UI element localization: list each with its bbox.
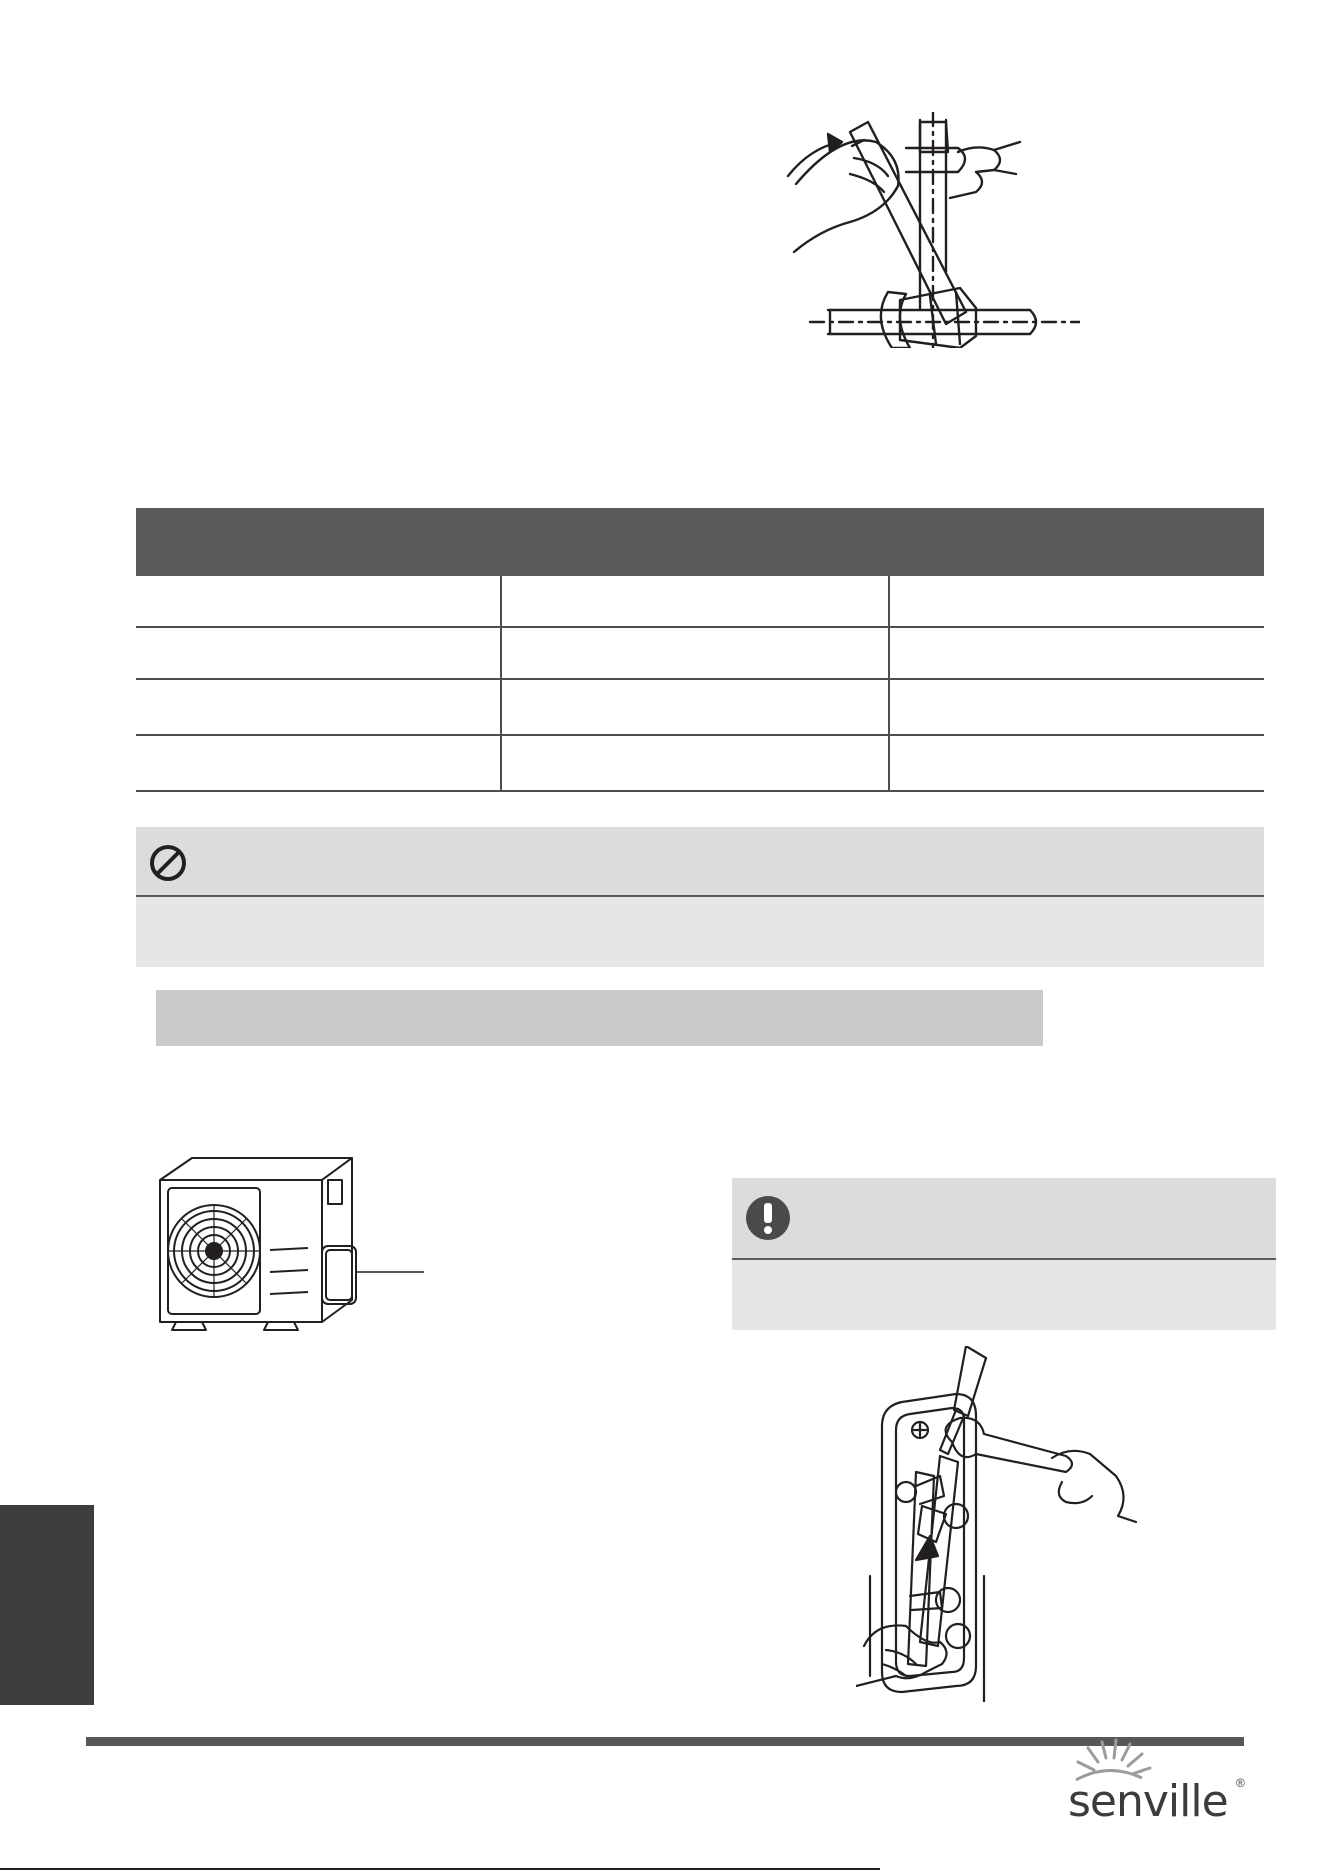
table-row <box>136 680 1264 736</box>
exclamation-icon <box>744 1194 792 1247</box>
table-cell <box>136 680 498 734</box>
prohibition-icon <box>148 843 188 888</box>
table-cell <box>136 576 498 626</box>
table-cell <box>500 680 888 734</box>
table-cell <box>136 736 498 790</box>
registered-mark: ® <box>1236 1776 1245 1790</box>
table-cell <box>888 628 1264 678</box>
table-row <box>136 576 1264 628</box>
table-cell <box>888 736 1264 790</box>
valve-wrench-illustration <box>856 1346 1146 1702</box>
table-cell <box>888 576 1264 626</box>
notice-header <box>732 1178 1276 1260</box>
table-row <box>136 736 1264 792</box>
brand-logo <box>1058 1736 1248 1827</box>
notice-header <box>136 827 1264 897</box>
table-cell <box>500 736 888 790</box>
wrench-tightening-illustration <box>780 112 1080 348</box>
table-header <box>136 508 1264 576</box>
section-tab <box>0 1505 94 1705</box>
table-row <box>136 628 1264 680</box>
table-cell <box>888 680 1264 734</box>
brand-name: senville <box>1068 1776 1228 1827</box>
table-cell <box>500 576 888 626</box>
caution-notice <box>732 1178 1276 1330</box>
table-cell <box>500 628 888 678</box>
table-cell <box>136 628 498 678</box>
prohibition-notice <box>136 827 1264 967</box>
outdoor-unit-illustration <box>152 1150 432 1350</box>
torque-table <box>136 508 1264 792</box>
section-heading-bar <box>156 990 1043 1046</box>
page-edge-rule <box>0 1868 880 1870</box>
